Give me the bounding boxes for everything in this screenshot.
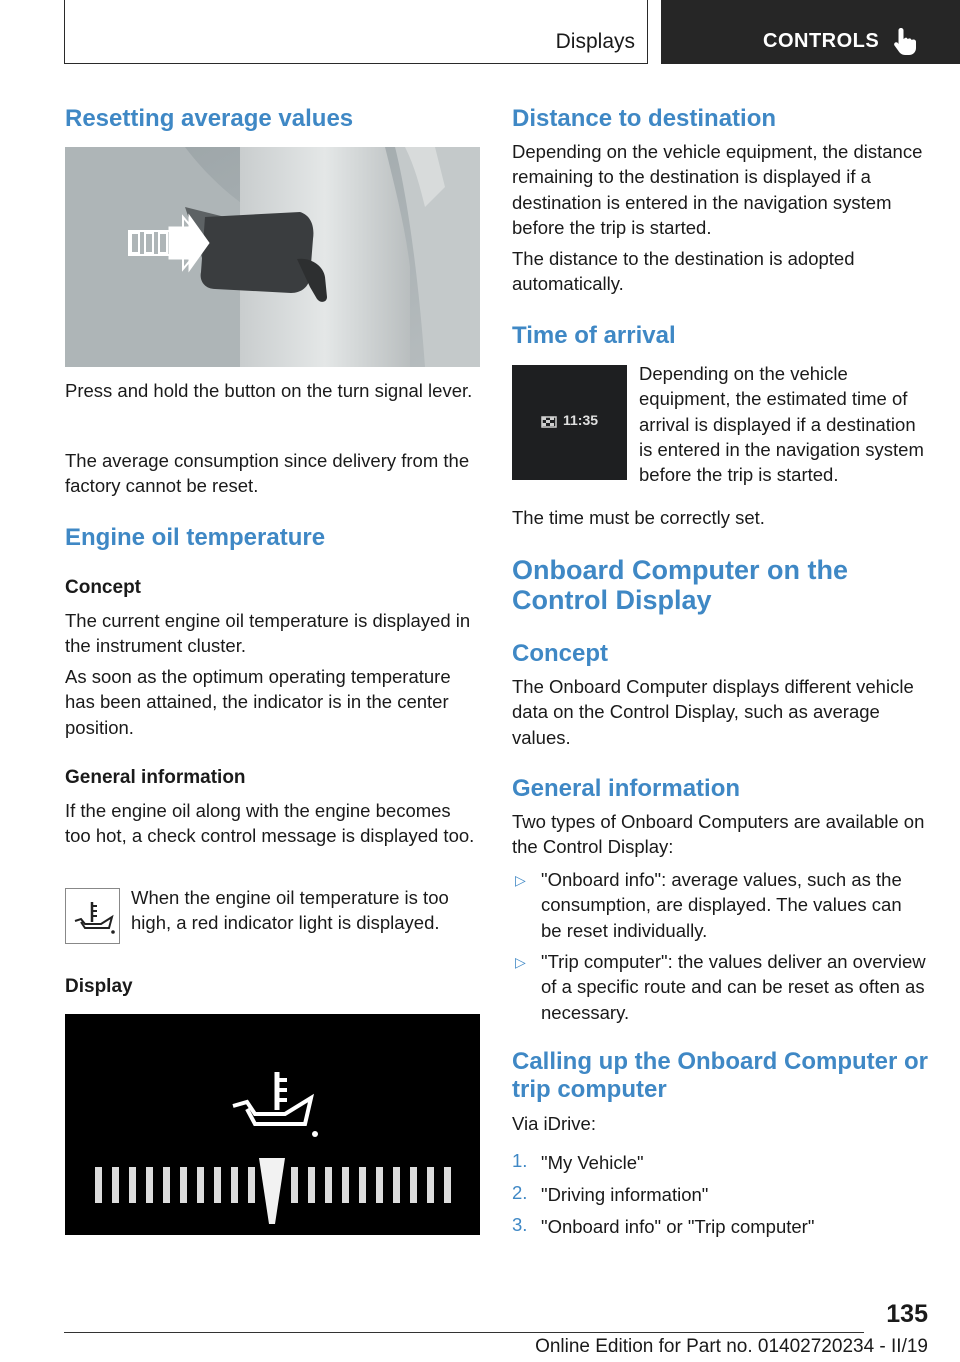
step-number-3: 3. — [512, 1214, 528, 1235]
heading-distance-to-destination: Distance to destination — [512, 105, 777, 132]
oil-temperature-gauge-display — [65, 1014, 480, 1235]
heading-onboard-computer-control-display: Onboard Computer on the Control Display — [512, 555, 848, 615]
page-number: 135 — [886, 1300, 928, 1328]
bullet-marker-2: ▷ — [515, 954, 526, 970]
bullet-item-2: "Trip computer": the values deliver an overview of a specific route and can be reset as often as necessary. — [541, 951, 926, 1023]
oil-temperature-warning-icon — [65, 888, 120, 944]
header-section-title: Displays — [555, 30, 635, 53]
subheading-general-information: General information — [65, 767, 246, 788]
step-number-2: 2. — [512, 1182, 528, 1203]
heading-resetting-average-values: Resetting average values — [65, 105, 354, 132]
subheading-concept: Concept — [65, 577, 141, 598]
onboard-concept-text: The Onboard Computer displays different vehicle data on the Control Display, such as average values. — [512, 676, 914, 748]
step-3-text: "Onboard info" or "Trip computer" — [541, 1216, 815, 1237]
concept-text-2: As soon as the optimum operating temperature has been attained, the indicator is in the center position. — [65, 666, 451, 738]
distance-text-1: Depending on the vehicle equipment, the distance remaining to the destination is displayed if a destination is entered in the navigation system before the trip is started. — [512, 141, 923, 238]
footer-divider — [64, 1332, 864, 1333]
destination-flag-icon — [540, 416, 558, 430]
concept-text-1: The current engine oil temperature is displayed in the instrument cluster. — [65, 610, 471, 657]
footer-edition-text: Online Edition for Part no. 01402720234 - II/19 — [535, 1336, 928, 1357]
distance-text-2: The distance to the destination is adopted automatically. — [512, 248, 855, 295]
arrival-time-display — [512, 365, 627, 480]
oil-warning-note: When the engine oil temperature is too high, a red indicator light is displayed. — [131, 887, 449, 934]
heading-time-of-arrival: Time of arrival — [512, 322, 676, 349]
turn-signal-lever-illustration — [65, 147, 480, 367]
arrival-text-2: The time must be correctly set. — [512, 507, 765, 528]
header-chapter-label: CONTROLS — [763, 30, 880, 52]
step-number-1: 1. — [512, 1150, 528, 1171]
heading-concept: Concept — [512, 640, 608, 667]
general-information-text: If the engine oil along with the engine becomes too hot, a check control message is displayed too. — [65, 800, 475, 847]
heading-engine-oil-temperature: Engine oil temperature — [65, 524, 326, 551]
subheading-display: Display — [65, 976, 133, 997]
reset-note-text: The average consumption since delivery from the factory cannot be reset. — [65, 450, 470, 497]
reset-instruction-text: Press and hold the button on the turn signal lever. — [65, 380, 473, 401]
onboard-general-text: Two types of Onboard Computers are available on the Control Display: — [512, 811, 925, 858]
hand-pointer-icon — [892, 26, 920, 56]
arrival-text-1: Depending on the vehicle equipment, the estimated time of arrival is displayed if a destination is entered in the navigation system before the trip is started. — [639, 363, 924, 486]
via-idrive-text: Via iDrive: — [512, 1113, 596, 1134]
heading-calling-up-onboard-computer: Calling up the Onboard Computer or trip computer — [512, 1048, 928, 1103]
arrival-time-value: 11:35 — [563, 412, 599, 428]
bullet-item-1: "Onboard info": average values, such as the consumption, are displayed. The values can be reset individually. — [541, 869, 902, 941]
step-1-text: "My Vehicle" — [541, 1152, 644, 1173]
bullet-marker-1: ▷ — [515, 872, 526, 888]
heading-general-information: General information — [512, 775, 741, 802]
step-2-text: "Driving information" — [541, 1184, 709, 1205]
